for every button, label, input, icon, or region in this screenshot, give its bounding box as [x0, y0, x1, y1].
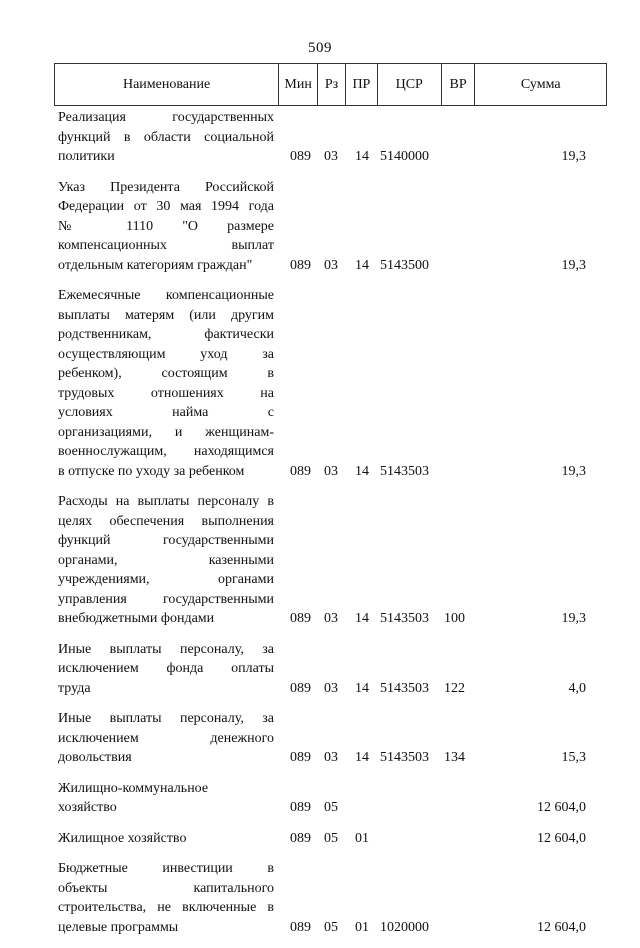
row-rz: 03: [324, 680, 338, 696]
table-row: [58, 108, 586, 167]
row-name: [58, 286, 274, 481]
header-min: Мин: [279, 64, 318, 105]
row-name-line: Федерации от 30 мая 1994 года: [58, 199, 274, 214]
row-rz: 03: [324, 463, 338, 479]
row-name-line: объекты капитального: [58, 880, 274, 896]
row-name-line: строительства, не включенные в: [58, 900, 274, 915]
table-row: [58, 178, 586, 276]
row-vr: 134: [444, 750, 465, 765]
row-name-line: Иные выплаты персоналу, за: [58, 711, 274, 726]
row-name-line: организациями, и женщинам-: [58, 424, 274, 440]
row-name-line: внебюджетными фондами: [58, 611, 215, 626]
row-name: [58, 178, 274, 276]
table-row: [58, 286, 586, 481]
row-name: [58, 829, 274, 849]
row-name-line: довольствия: [58, 750, 132, 765]
row-rz: 05: [324, 800, 338, 815]
row-min: 089: [290, 611, 311, 626]
row-vr: 122: [444, 680, 465, 696]
row-name-line: условиях найма с: [58, 405, 274, 420]
row-sum: 19,3: [561, 611, 586, 626]
table-header: [54, 63, 607, 106]
table-row: [58, 859, 586, 937]
row-rz: 05: [324, 919, 338, 935]
row-sum: 4,0: [568, 680, 586, 696]
row-name-line: Жилищное хозяйство: [58, 830, 187, 846]
row-name-line: ребенком), состоящим в: [58, 366, 274, 381]
row-name-line: функций в области социальной: [58, 129, 274, 145]
row-min: 089: [290, 919, 311, 935]
header-name: Наименование: [55, 64, 279, 105]
row-sum: 19,3: [561, 257, 586, 273]
row-csr: 5143503: [380, 680, 429, 696]
row-min: 089: [290, 257, 311, 273]
row-name: [58, 859, 274, 937]
row-rz: 05: [324, 830, 338, 846]
row-name-line: военнослужащим, находящимся: [58, 444, 274, 459]
page-number: 509: [308, 40, 332, 56]
row-name-line: управления государственными: [58, 591, 274, 607]
row-rz: 03: [324, 750, 338, 765]
header-vr: ВР: [442, 64, 476, 105]
row-name-line: целевые программы: [58, 919, 179, 935]
row-csr: 5140000: [380, 149, 429, 164]
row-rz: 03: [324, 149, 338, 164]
row-name: [58, 640, 274, 699]
row-rz: 03: [324, 257, 338, 273]
row-sum: 12 604,0: [537, 800, 586, 815]
header-csr: ЦСР: [378, 64, 442, 105]
row-name-line: хозяйство: [58, 800, 117, 815]
row-name-line: Реализация государственных: [58, 110, 274, 125]
row-vr: 100: [444, 611, 465, 626]
row-pr: 14: [355, 750, 369, 765]
row-pr: 14: [355, 611, 369, 626]
row-sum: 12 604,0: [537, 919, 586, 935]
row-pr: 14: [355, 463, 369, 479]
row-name-line: осуществляющим уход за: [58, 346, 274, 362]
header-pr: ПР: [346, 64, 378, 105]
row-name-line: труда: [58, 680, 91, 696]
row-name-line: Иные выплаты персоналу, за: [58, 641, 274, 657]
row-sum: 19,3: [561, 463, 586, 479]
header-sum: Сумма: [520, 76, 561, 92]
row-sum: 12 604,0: [537, 830, 586, 846]
row-name-line: выплаты матерям (или другим: [58, 307, 274, 323]
row-pr: 14: [355, 680, 369, 696]
row-name: [58, 779, 274, 818]
row-name-line: учреждениями, органами: [58, 572, 274, 587]
row-name-line: органами, казенными: [58, 552, 274, 568]
header-rz: Рз: [318, 64, 346, 105]
row-name: [58, 709, 274, 768]
row-csr: 5143503: [380, 750, 429, 765]
table-row: [58, 779, 586, 818]
row-pr: 01: [355, 919, 369, 935]
row-csr: 1020000: [380, 919, 429, 935]
row-name-line: в отпуске по уходу за ребенком: [58, 463, 245, 479]
row-sum: 19,3: [561, 149, 586, 164]
row-name-line: Указ Президента Российской: [58, 179, 274, 195]
row-name-line: отдельным категориям граждан": [58, 257, 253, 273]
row-csr: 5143500: [380, 257, 429, 273]
row-name-line: компенсационных выплат: [58, 238, 274, 253]
row-min: 089: [290, 463, 311, 479]
row-sum: 15,3: [561, 750, 586, 765]
row-name-line: политики: [58, 149, 115, 164]
row-name-line: исключением фонда оплаты: [58, 661, 274, 676]
row-min: 089: [290, 800, 311, 815]
table-row: [58, 709, 586, 768]
row-name-line: Ежемесячные компенсационные: [58, 288, 274, 303]
row-name: [58, 108, 274, 167]
row-min: 089: [290, 149, 311, 164]
row-csr: 5143503: [380, 463, 429, 479]
table-row: [58, 640, 586, 699]
row-name-line: функций государственными: [58, 533, 274, 548]
row-name-line: Расходы на выплаты персоналу в: [58, 494, 274, 509]
row-name-line: № 1110 "О размере: [58, 218, 274, 234]
table-row: [58, 829, 586, 849]
row-name-line: трудовых отношениях на: [58, 385, 274, 401]
row-name-line: целях обеспечения выполнения: [58, 513, 274, 529]
row-pr: 01: [355, 830, 369, 846]
row-name-line: Жилищно-коммунальное: [58, 780, 209, 796]
row-min: 089: [290, 750, 311, 765]
row-min: 089: [290, 830, 311, 846]
row-name-line: Бюджетные инвестиции в: [58, 861, 274, 876]
row-pr: 14: [355, 257, 369, 273]
row-name-line: родственникам, фактически: [58, 327, 274, 342]
row-rz: 03: [324, 611, 338, 626]
row-pr: 14: [355, 149, 369, 164]
table-row: [58, 492, 586, 629]
table-body: [58, 108, 586, 948]
row-name-line: исключением денежного: [58, 730, 274, 746]
row-min: 089: [290, 680, 311, 696]
row-csr: 5143503: [380, 611, 429, 626]
row-name: [58, 492, 274, 629]
